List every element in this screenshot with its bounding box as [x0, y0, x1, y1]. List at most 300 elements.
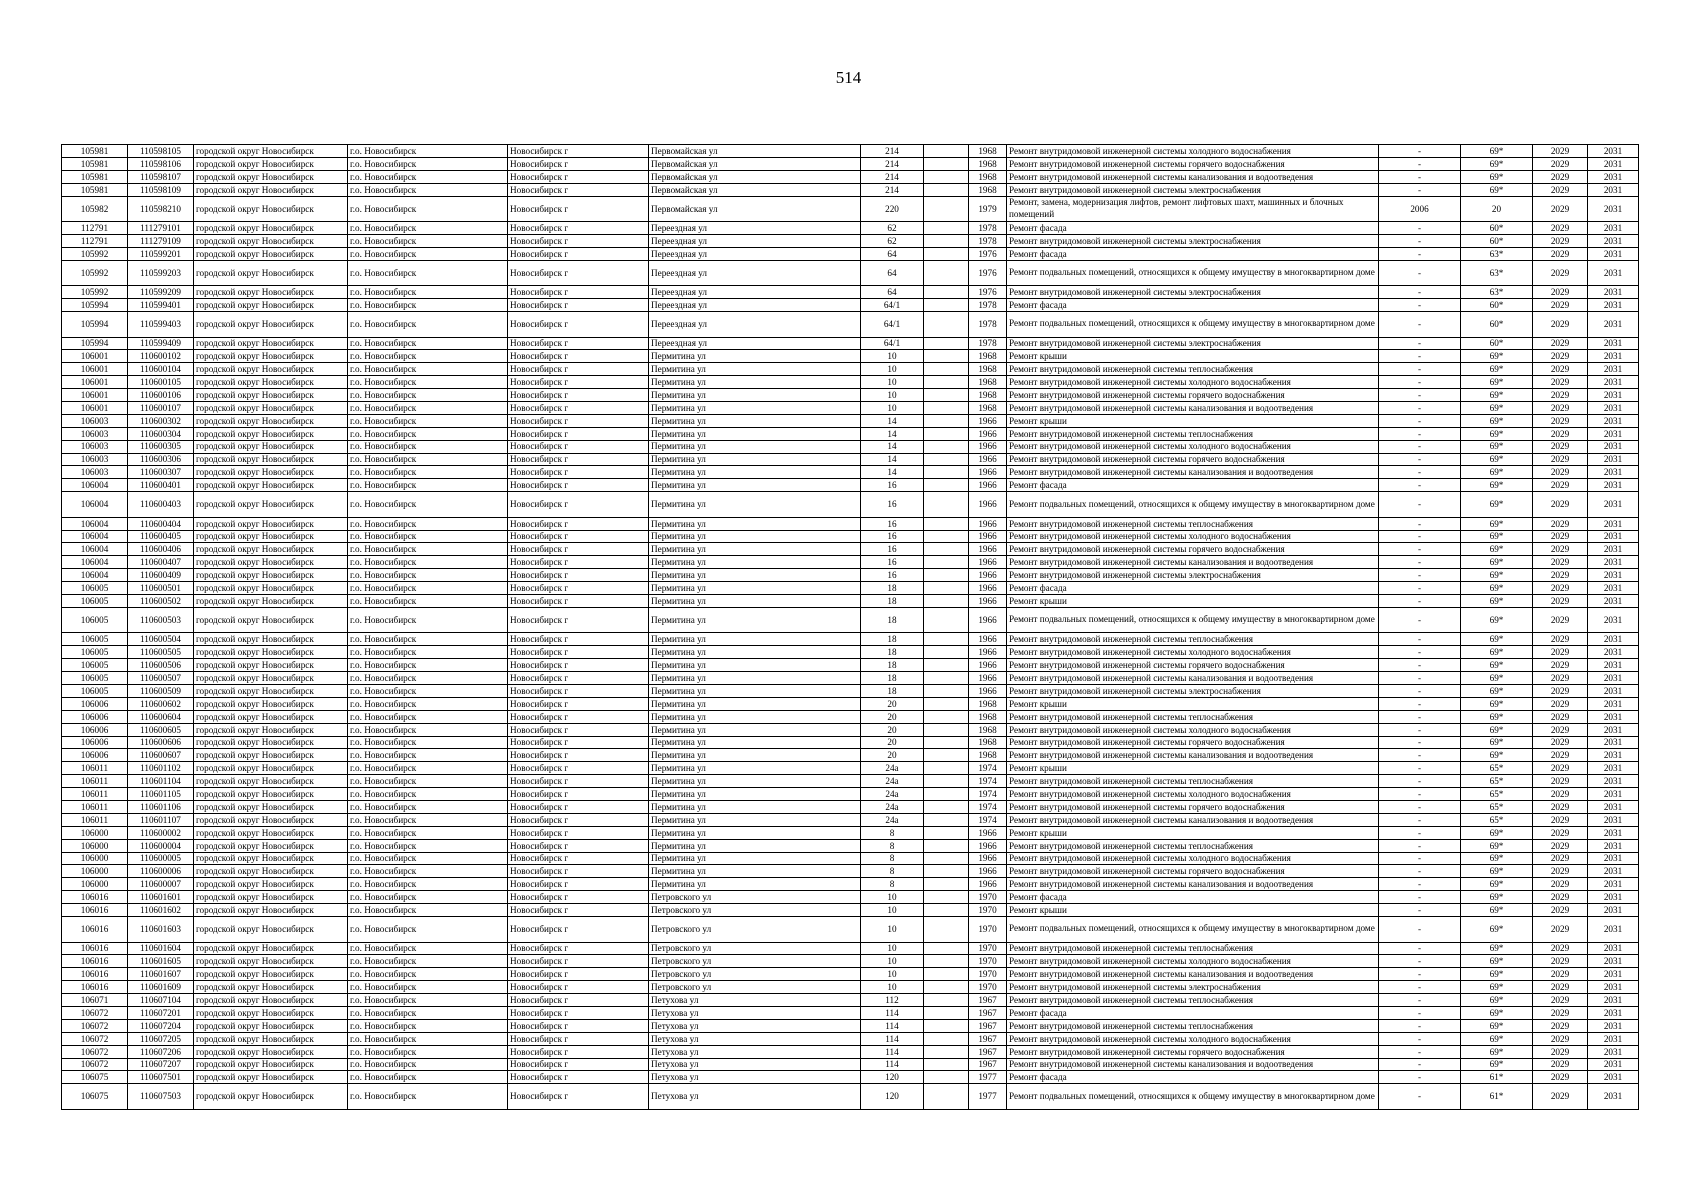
- cell-settlement: г.о. Новосибирск: [348, 865, 508, 878]
- cell-city: Новосибирск г: [508, 222, 649, 235]
- cell-plan-start-year: 2029: [1533, 852, 1588, 865]
- cell-plan-start-year: 2029: [1533, 878, 1588, 891]
- cell-year-built: 1966: [969, 492, 1007, 518]
- cell-house-id: 106075: [62, 1071, 128, 1084]
- cell-house-number: 10: [861, 389, 924, 402]
- cell-plan-end-year: 2031: [1588, 466, 1639, 479]
- cell-plan-start-year: 2029: [1533, 1058, 1588, 1071]
- cell-street: Пермитина ул: [649, 556, 861, 569]
- cell-plan-start-year: 2029: [1533, 260, 1588, 286]
- cell-object-id: 110607104: [128, 994, 194, 1007]
- cell-year-built: 1966: [969, 685, 1007, 698]
- cell-work-type: Ремонт внутридомовой инженерной системы канализования и водоотведения: [1007, 813, 1379, 826]
- cell-street: Петухова ул: [649, 1045, 861, 1058]
- cell-plan-start-year: 2029: [1533, 775, 1588, 788]
- cell-plan-start-year: 2029: [1533, 569, 1588, 582]
- cell-year-built: 1978: [969, 234, 1007, 247]
- cell-object-id: 110600605: [128, 723, 194, 736]
- cell-house-id: 106072: [62, 1058, 128, 1071]
- cell-city: Новосибирск г: [508, 517, 649, 530]
- table-row: [62, 891, 1639, 904]
- table-row: [62, 479, 1639, 492]
- cell-street: Пермитина ул: [649, 646, 861, 659]
- table-row: [62, 775, 1639, 788]
- cell-house-number: 16: [861, 479, 924, 492]
- cell-wear-percent: 69*: [1461, 968, 1533, 981]
- cell-municipality: городской округ Новосибирск: [194, 839, 348, 852]
- cell-street: Пермитина ул: [649, 582, 861, 595]
- cell-last-repair-year: -: [1379, 955, 1461, 968]
- table-row: [62, 981, 1639, 994]
- cell-house-id: 106004: [62, 569, 128, 582]
- cell-street: Пермитина ул: [649, 453, 861, 466]
- cell-municipality: городской округ Новосибирск: [194, 1071, 348, 1084]
- cell-building: [924, 697, 969, 710]
- cell-plan-start-year: 2029: [1533, 736, 1588, 749]
- cell-work-type: Ремонт фасада: [1007, 479, 1379, 492]
- cell-wear-percent: 60*: [1461, 299, 1533, 312]
- cell-plan-end-year: 2031: [1588, 646, 1639, 659]
- cell-house-id: 105981: [62, 145, 128, 158]
- cell-year-built: 1968: [969, 723, 1007, 736]
- cell-city: Новосибирск г: [508, 234, 649, 247]
- cell-city: Новосибирск г: [508, 839, 649, 852]
- table-row: [62, 1058, 1639, 1071]
- cell-house-number: 18: [861, 672, 924, 685]
- cell-city: Новосибирск г: [508, 569, 649, 582]
- cell-settlement: г.о. Новосибирск: [348, 569, 508, 582]
- cell-street: Петровского ул: [649, 891, 861, 904]
- cell-plan-start-year: 2029: [1533, 839, 1588, 852]
- cell-wear-percent: 65*: [1461, 762, 1533, 775]
- cell-house-id: 106006: [62, 736, 128, 749]
- cell-house-number: 64: [861, 247, 924, 260]
- cell-plan-end-year: 2031: [1588, 299, 1639, 312]
- cell-city: Новосибирск г: [508, 595, 649, 608]
- cell-plan-start-year: 2029: [1533, 556, 1588, 569]
- cell-last-repair-year: -: [1379, 672, 1461, 685]
- cell-house-id: 106004: [62, 479, 128, 492]
- cell-house-number: 18: [861, 659, 924, 672]
- cell-object-id: 110601601: [128, 891, 194, 904]
- cell-last-repair-year: -: [1379, 981, 1461, 994]
- cell-work-type: Ремонт внутридомовой инженерной системы канализования и водоотведения: [1007, 968, 1379, 981]
- cell-object-id: 110607204: [128, 1019, 194, 1032]
- cell-work-type: Ремонт внутридомовой инженерной системы холодного водоснабжения: [1007, 376, 1379, 389]
- cell-city: Новосибирск г: [508, 633, 649, 646]
- cell-last-repair-year: -: [1379, 401, 1461, 414]
- cell-last-repair-year: -: [1379, 543, 1461, 556]
- cell-street: Переездная ул: [649, 247, 861, 260]
- cell-settlement: г.о. Новосибирск: [348, 826, 508, 839]
- cell-work-type: Ремонт крыши: [1007, 762, 1379, 775]
- cell-plan-end-year: 2031: [1588, 157, 1639, 170]
- cell-wear-percent: 69*: [1461, 1058, 1533, 1071]
- cell-street: Пермитина ул: [649, 672, 861, 685]
- cell-wear-percent: 69*: [1461, 466, 1533, 479]
- cell-last-repair-year: -: [1379, 582, 1461, 595]
- table-row: [62, 736, 1639, 749]
- cell-building: [924, 453, 969, 466]
- cell-plan-start-year: 2029: [1533, 1006, 1588, 1019]
- cell-settlement: г.о. Новосибирск: [348, 1071, 508, 1084]
- cell-plan-end-year: 2031: [1588, 556, 1639, 569]
- cell-object-id: 110600604: [128, 710, 194, 723]
- cell-municipality: городской округ Новосибирск: [194, 389, 348, 402]
- cell-house-number: 10: [861, 917, 924, 943]
- cell-house-id: 106005: [62, 646, 128, 659]
- cell-street: Переездная ул: [649, 337, 861, 350]
- cell-municipality: городской округ Новосибирск: [194, 234, 348, 247]
- cell-year-built: 1976: [969, 260, 1007, 286]
- cell-municipality: городской округ Новосибирск: [194, 646, 348, 659]
- cell-settlement: г.о. Новосибирск: [348, 1058, 508, 1071]
- cell-plan-start-year: 2029: [1533, 723, 1588, 736]
- cell-wear-percent: 69*: [1461, 479, 1533, 492]
- cell-year-built: 1966: [969, 556, 1007, 569]
- cell-municipality: городской округ Новосибирск: [194, 492, 348, 518]
- cell-year-built: 1968: [969, 157, 1007, 170]
- cell-street: Петухова ул: [649, 1006, 861, 1019]
- cell-city: Новосибирск г: [508, 479, 649, 492]
- cell-house-number: 24а: [861, 813, 924, 826]
- table-row: [62, 440, 1639, 453]
- cell-wear-percent: 69*: [1461, 685, 1533, 698]
- cell-house-id: 106011: [62, 801, 128, 814]
- cell-city: Новосибирск г: [508, 299, 649, 312]
- cell-settlement: г.о. Новосибирск: [348, 543, 508, 556]
- cell-street: Пермитина ул: [649, 852, 861, 865]
- table-row: [62, 852, 1639, 865]
- cell-building: [924, 247, 969, 260]
- cell-settlement: г.о. Новосибирск: [348, 401, 508, 414]
- cell-wear-percent: 69*: [1461, 427, 1533, 440]
- cell-wear-percent: 63*: [1461, 260, 1533, 286]
- cell-house-id: 106001: [62, 389, 128, 402]
- repair-program-table: [61, 144, 1639, 1110]
- cell-city: Новосибирск г: [508, 363, 649, 376]
- cell-wear-percent: 69*: [1461, 582, 1533, 595]
- cell-work-type: Ремонт крыши: [1007, 414, 1379, 427]
- cell-plan-end-year: 2031: [1588, 749, 1639, 762]
- cell-street: Пермитина ул: [649, 813, 861, 826]
- cell-plan-start-year: 2029: [1533, 543, 1588, 556]
- cell-wear-percent: 69*: [1461, 955, 1533, 968]
- cell-plan-start-year: 2029: [1533, 672, 1588, 685]
- cell-plan-start-year: 2029: [1533, 685, 1588, 698]
- cell-plan-end-year: 2031: [1588, 440, 1639, 453]
- cell-plan-end-year: 2031: [1588, 659, 1639, 672]
- cell-building: [924, 312, 969, 338]
- cell-object-id: 110600504: [128, 633, 194, 646]
- cell-municipality: городской округ Новосибирск: [194, 697, 348, 710]
- cell-municipality: городской округ Новосибирск: [194, 762, 348, 775]
- cell-wear-percent: 69*: [1461, 659, 1533, 672]
- cell-house-number: 120: [861, 1084, 924, 1110]
- cell-house-id: 106011: [62, 788, 128, 801]
- cell-plan-start-year: 2029: [1533, 234, 1588, 247]
- cell-house-id: 106004: [62, 517, 128, 530]
- table-row: [62, 389, 1639, 402]
- cell-street: Пермитина ул: [649, 401, 861, 414]
- cell-year-built: 1976: [969, 247, 1007, 260]
- cell-last-repair-year: -: [1379, 942, 1461, 955]
- cell-house-number: 8: [861, 839, 924, 852]
- cell-municipality: городской округ Новосибирск: [194, 904, 348, 917]
- cell-last-repair-year: -: [1379, 697, 1461, 710]
- cell-house-number: 14: [861, 414, 924, 427]
- cell-municipality: городской округ Новосибирск: [194, 736, 348, 749]
- cell-plan-end-year: 2031: [1588, 826, 1639, 839]
- cell-object-id: 110601602: [128, 904, 194, 917]
- cell-last-repair-year: -: [1379, 852, 1461, 865]
- cell-plan-start-year: 2029: [1533, 337, 1588, 350]
- cell-municipality: городской округ Новосибирск: [194, 749, 348, 762]
- cell-house-number: 20: [861, 736, 924, 749]
- cell-object-id: 111279109: [128, 234, 194, 247]
- cell-wear-percent: 69*: [1461, 672, 1533, 685]
- cell-municipality: городской округ Новосибирск: [194, 775, 348, 788]
- table-row: [62, 723, 1639, 736]
- cell-house-id: 106001: [62, 350, 128, 363]
- table-row: [62, 607, 1639, 633]
- cell-settlement: г.о. Новосибирск: [348, 530, 508, 543]
- cell-house-id: 105994: [62, 337, 128, 350]
- cell-last-repair-year: -: [1379, 633, 1461, 646]
- table-row: [62, 556, 1639, 569]
- cell-house-id: 105981: [62, 183, 128, 196]
- cell-building: [924, 891, 969, 904]
- cell-work-type: Ремонт внутридомовой инженерной системы холодного водоснабжения: [1007, 852, 1379, 865]
- cell-last-repair-year: -: [1379, 1071, 1461, 1084]
- cell-municipality: городской округ Новосибирск: [194, 710, 348, 723]
- cell-house-number: 10: [861, 942, 924, 955]
- cell-street: Первомайская ул: [649, 170, 861, 183]
- cell-street: Пермитина ул: [649, 801, 861, 814]
- cell-year-built: 1967: [969, 994, 1007, 1007]
- cell-settlement: г.о. Новосибирск: [348, 183, 508, 196]
- cell-work-type: Ремонт внутридомовой инженерной системы горячего водоснабжения: [1007, 865, 1379, 878]
- cell-last-repair-year: -: [1379, 595, 1461, 608]
- cell-object-id: 110600002: [128, 826, 194, 839]
- cell-object-id: 110607201: [128, 1006, 194, 1019]
- cell-wear-percent: 69*: [1461, 170, 1533, 183]
- cell-last-repair-year: -: [1379, 183, 1461, 196]
- cell-house-number: 64: [861, 260, 924, 286]
- cell-city: Новосибирск г: [508, 917, 649, 943]
- cell-plan-end-year: 2031: [1588, 968, 1639, 981]
- cell-house-id: 106003: [62, 440, 128, 453]
- cell-plan-end-year: 2031: [1588, 312, 1639, 338]
- cell-plan-end-year: 2031: [1588, 453, 1639, 466]
- cell-plan-start-year: 2029: [1533, 1032, 1588, 1045]
- cell-building: [924, 1032, 969, 1045]
- cell-building: [924, 145, 969, 158]
- cell-house-number: 120: [861, 1071, 924, 1084]
- cell-last-repair-year: -: [1379, 1032, 1461, 1045]
- cell-plan-end-year: 2031: [1588, 865, 1639, 878]
- cell-street: Пермитина ул: [649, 762, 861, 775]
- cell-wear-percent: 65*: [1461, 801, 1533, 814]
- cell-building: [924, 865, 969, 878]
- table-row: [62, 234, 1639, 247]
- cell-year-built: 1974: [969, 788, 1007, 801]
- cell-street: Пермитина ул: [649, 697, 861, 710]
- cell-building: [924, 788, 969, 801]
- cell-house-id: 106003: [62, 414, 128, 427]
- cell-house-number: 10: [861, 891, 924, 904]
- cell-city: Новосибирск г: [508, 543, 649, 556]
- cell-plan-start-year: 2029: [1533, 1045, 1588, 1058]
- cell-city: Новосибирск г: [508, 427, 649, 440]
- cell-house-id: 106071: [62, 994, 128, 1007]
- cell-house-number: 10: [861, 401, 924, 414]
- cell-settlement: г.о. Новосибирск: [348, 723, 508, 736]
- cell-plan-end-year: 2031: [1588, 685, 1639, 698]
- cell-last-repair-year: -: [1379, 389, 1461, 402]
- table-row: [62, 492, 1639, 518]
- cell-year-built: 1966: [969, 582, 1007, 595]
- cell-city: Новосибирск г: [508, 582, 649, 595]
- cell-plan-start-year: 2029: [1533, 363, 1588, 376]
- cell-settlement: г.о. Новосибирск: [348, 852, 508, 865]
- cell-wear-percent: 69*: [1461, 826, 1533, 839]
- cell-plan-end-year: 2031: [1588, 955, 1639, 968]
- cell-plan-end-year: 2031: [1588, 852, 1639, 865]
- cell-municipality: городской округ Новосибирск: [194, 595, 348, 608]
- table-row: [62, 196, 1639, 222]
- cell-object-id: 110607501: [128, 1071, 194, 1084]
- cell-year-built: 1966: [969, 595, 1007, 608]
- cell-work-type: Ремонт фасада: [1007, 1006, 1379, 1019]
- cell-object-id: 110600304: [128, 427, 194, 440]
- cell-house-number: 10: [861, 376, 924, 389]
- cell-municipality: городской округ Новосибирск: [194, 466, 348, 479]
- cell-settlement: г.о. Новосибирск: [348, 247, 508, 260]
- cell-year-built: 1968: [969, 710, 1007, 723]
- cell-city: Новосибирск г: [508, 955, 649, 968]
- cell-work-type: Ремонт крыши: [1007, 697, 1379, 710]
- cell-settlement: г.о. Новосибирск: [348, 1006, 508, 1019]
- cell-settlement: г.о. Новосибирск: [348, 157, 508, 170]
- cell-work-type: Ремонт, замена, модернизация лифтов, ремонт лифтовых шахт, машинных и блочных помещений: [1007, 196, 1379, 222]
- cell-city: Новосибирск г: [508, 1071, 649, 1084]
- cell-wear-percent: 69*: [1461, 1045, 1533, 1058]
- cell-settlement: г.о. Новосибирск: [348, 955, 508, 968]
- cell-last-repair-year: -: [1379, 1058, 1461, 1071]
- cell-work-type: Ремонт фасада: [1007, 582, 1379, 595]
- cell-building: [924, 710, 969, 723]
- cell-last-repair-year: -: [1379, 762, 1461, 775]
- cell-building: [924, 492, 969, 518]
- cell-building: [924, 401, 969, 414]
- cell-last-repair-year: -: [1379, 775, 1461, 788]
- cell-building: [924, 1006, 969, 1019]
- cell-object-id: 110600502: [128, 595, 194, 608]
- cell-wear-percent: 60*: [1461, 222, 1533, 235]
- cell-year-built: 1967: [969, 1045, 1007, 1058]
- cell-settlement: г.о. Новосибирск: [348, 363, 508, 376]
- cell-plan-start-year: 2029: [1533, 389, 1588, 402]
- cell-plan-start-year: 2029: [1533, 440, 1588, 453]
- cell-city: Новосибирск г: [508, 607, 649, 633]
- cell-object-id: 110600302: [128, 414, 194, 427]
- table-row: [62, 595, 1639, 608]
- cell-house-id: 106000: [62, 878, 128, 891]
- cell-year-built: 1978: [969, 337, 1007, 350]
- cell-building: [924, 749, 969, 762]
- cell-house-number: 14: [861, 440, 924, 453]
- cell-house-number: 214: [861, 183, 924, 196]
- cell-house-id: 106016: [62, 904, 128, 917]
- cell-wear-percent: 69*: [1461, 530, 1533, 543]
- cell-wear-percent: 60*: [1461, 312, 1533, 338]
- cell-city: Новосибирск г: [508, 723, 649, 736]
- cell-house-id: 112791: [62, 234, 128, 247]
- cell-wear-percent: 69*: [1461, 556, 1533, 569]
- cell-year-built: 1979: [969, 196, 1007, 222]
- cell-work-type: Ремонт подвальных помещений, относящихся к общему имуществу в многоквартирном доме: [1007, 917, 1379, 943]
- cell-last-repair-year: -: [1379, 414, 1461, 427]
- cell-street: Петухова ул: [649, 1084, 861, 1110]
- cell-plan-start-year: 2029: [1533, 865, 1588, 878]
- cell-house-id: 105981: [62, 157, 128, 170]
- cell-building: [924, 878, 969, 891]
- cell-municipality: городской округ Новосибирск: [194, 350, 348, 363]
- cell-city: Новосибирск г: [508, 826, 649, 839]
- cell-settlement: г.о. Новосибирск: [348, 981, 508, 994]
- cell-year-built: 1966: [969, 646, 1007, 659]
- cell-building: [924, 440, 969, 453]
- cell-house-id: 106001: [62, 363, 128, 376]
- cell-year-built: 1966: [969, 826, 1007, 839]
- cell-object-id: 110598107: [128, 170, 194, 183]
- cell-municipality: городской округ Новосибирск: [194, 891, 348, 904]
- cell-building: [924, 826, 969, 839]
- cell-work-type: Ремонт фасада: [1007, 1071, 1379, 1084]
- cell-year-built: 1968: [969, 170, 1007, 183]
- cell-year-built: 1970: [969, 981, 1007, 994]
- cell-street: Пермитина ул: [649, 710, 861, 723]
- cell-house-id: 106001: [62, 401, 128, 414]
- cell-municipality: городской округ Новосибирск: [194, 1019, 348, 1032]
- cell-work-type: Ремонт внутридомовой инженерной системы теплоснабжения: [1007, 994, 1379, 1007]
- cell-house-id: 106000: [62, 865, 128, 878]
- table-row: [62, 968, 1639, 981]
- cell-building: [924, 196, 969, 222]
- cell-plan-start-year: 2029: [1533, 697, 1588, 710]
- cell-house-id: 106004: [62, 492, 128, 518]
- cell-year-built: 1974: [969, 801, 1007, 814]
- cell-work-type: Ремонт внутридомовой инженерной системы холодного водоснабжения: [1007, 145, 1379, 158]
- cell-municipality: городской округ Новосибирск: [194, 813, 348, 826]
- cell-last-repair-year: -: [1379, 710, 1461, 723]
- cell-last-repair-year: -: [1379, 376, 1461, 389]
- cell-plan-start-year: 2029: [1533, 157, 1588, 170]
- table-row: [62, 170, 1639, 183]
- cell-last-repair-year: 2006: [1379, 196, 1461, 222]
- cell-building: [924, 234, 969, 247]
- cell-work-type: Ремонт крыши: [1007, 595, 1379, 608]
- cell-last-repair-year: -: [1379, 723, 1461, 736]
- cell-object-id: 110600503: [128, 607, 194, 633]
- cell-plan-start-year: 2029: [1533, 1084, 1588, 1110]
- cell-work-type: Ремонт внутридомовой инженерной системы холодного водоснабжения: [1007, 646, 1379, 659]
- cell-house-number: 14: [861, 427, 924, 440]
- cell-settlement: г.о. Новосибирск: [348, 479, 508, 492]
- cell-city: Новосибирск г: [508, 1045, 649, 1058]
- cell-last-repair-year: -: [1379, 234, 1461, 247]
